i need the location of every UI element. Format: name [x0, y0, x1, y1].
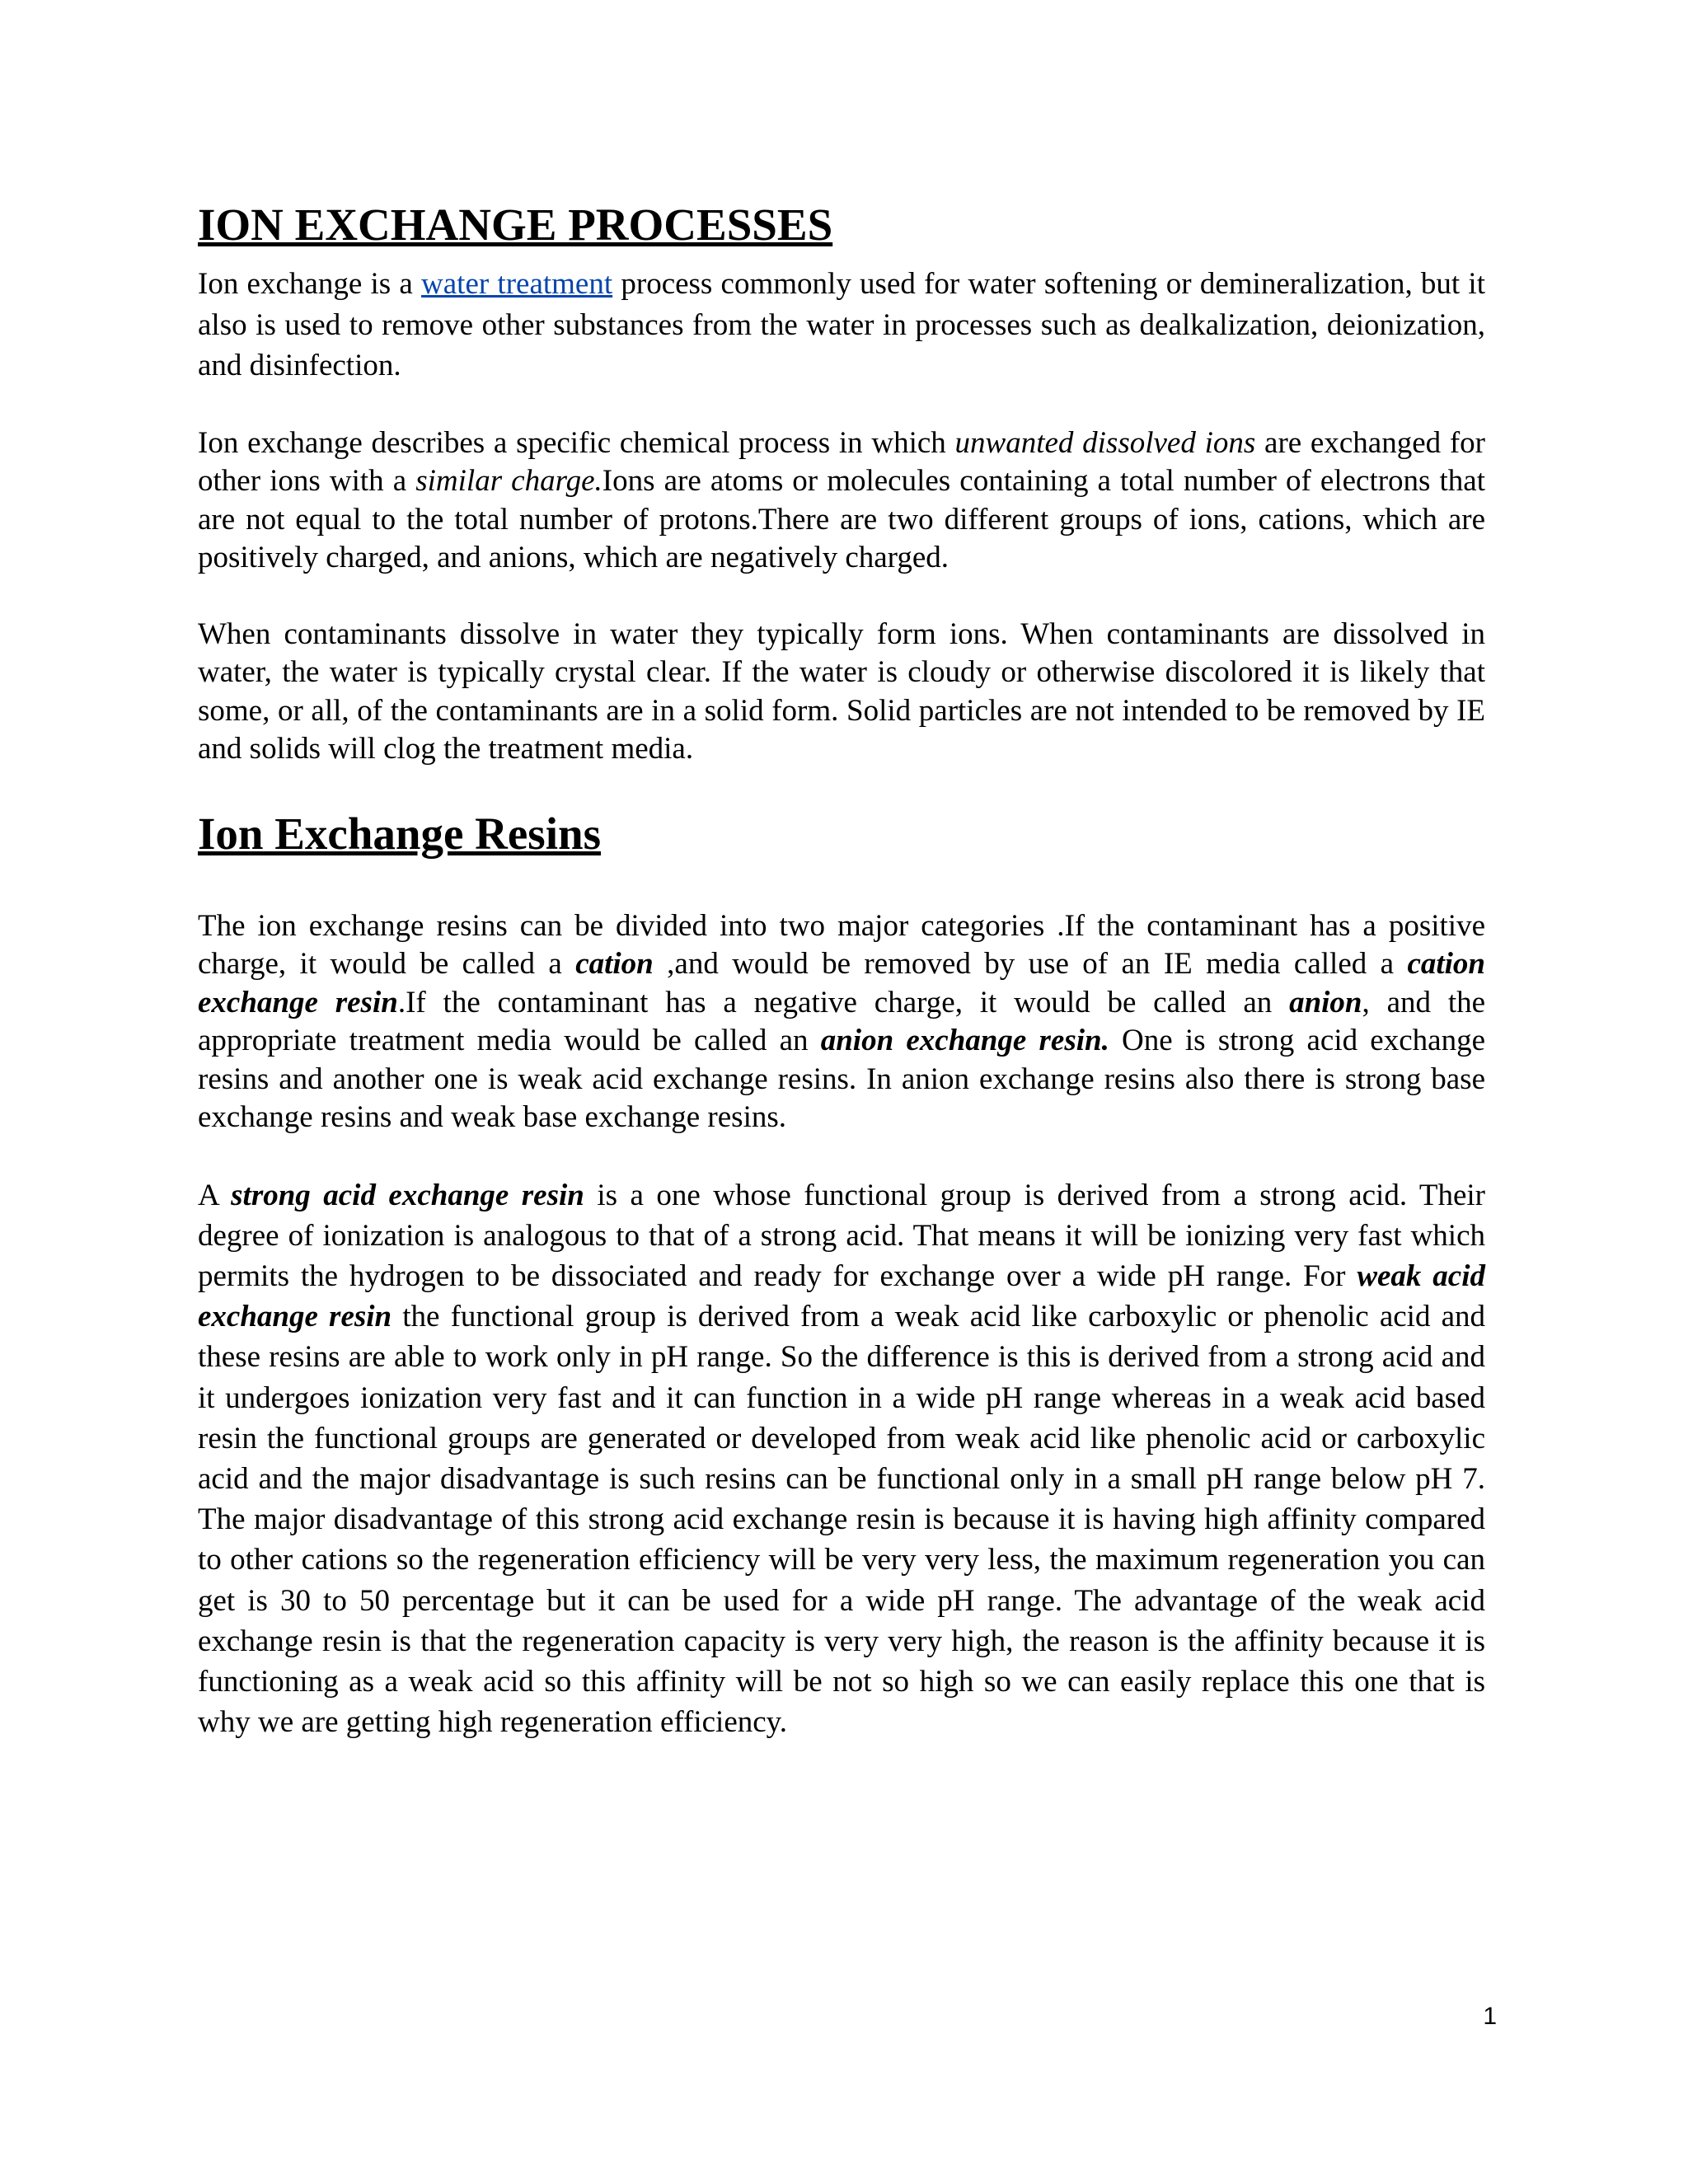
resins-term: anion exchange resin.: [820, 1024, 1109, 1057]
strong-weak-text: is a one whose functional group is derived from a strong acid. Their degree of ionization is analogous to that of a strong acid. That means it will be ionizing very fast which permits the hydrogen to be dissociated and ready for exchange over a wide pH range. For: [198, 1178, 1485, 1293]
strong-weak-paragraph: [198, 1175, 1485, 1743]
resins-term: anion: [1289, 985, 1362, 1019]
document-body: [198, 196, 1485, 1742]
page-number: 1: [1483, 2003, 1497, 2030]
section-heading-wrapper: [198, 805, 1485, 863]
resins-paragraph: [198, 907, 1485, 1137]
page-title: ION EXCHANGE PROCESSES: [198, 199, 833, 250]
section-heading: Ion Exchange Resins: [198, 808, 601, 859]
strong-weak-text: A: [198, 1178, 232, 1212]
contaminants-paragraph: When contaminants dissolve in water they typically form ions. When contaminants are dissolved in water, the water is typically crystal clear. If the water is cloudy or otherwise discolored it is likely that some, or all, of the contaminants are in a solid form. Solid particles are not intended to be removed by IE and solids will clog the treatment media.: [198, 616, 1485, 766]
definition-text: are exchanged for other ions with a: [198, 425, 1486, 498]
definition-emphasis: similar charge.: [415, 464, 603, 498]
resins-text: .If the contaminant has a negative charge, it would be called an: [397, 985, 1290, 1019]
strong-weak-text: the functional group is derived from a weak acid like carboxylic or phenolic acid and these resins are able to work only in pH range. So the difference is this is derived from a strong acid and it undergoes ionization very fast and it can function in a wide pH range whereas in a weak acid based resin the functional groups are generated or developed from weak acid like phenolic acid or carboxylic acid and the major disadvantage is such resins can be functional only in a small pH range below pH 7. The major disadvantage of this strong acid exchange resin is because it is having high affinity compared to other cations so the regeneration efficiency will be very very less, the maximum regeneration you can get is 30 to 50 percentage but it can be used for a wide pH range. The advantage of the weak acid exchange resin is that the regeneration capacity is very very high, the reason is the affinity because it is functioning as a weak acid so this affinity will be not so high so we can easily replace this one that is why we are getting high regeneration efficiency.: [198, 1300, 1486, 1740]
definition-paragraph: [198, 424, 1485, 578]
intro-text-start: Ion exchange is a: [198, 267, 422, 301]
intro-paragraph: [198, 264, 1485, 387]
water-treatment-link[interactable]: water treatment: [421, 267, 613, 301]
resins-term: cation exchange resin: [198, 947, 1485, 1019]
resins-text: One is strong acid exchange resins and another one is weak acid exchange resins. In anion exchange resins also there is strong base exchange resins and weak base exchange resins.: [198, 1024, 1486, 1134]
strong-weak-term: weak acid exchange resin: [198, 1258, 1485, 1334]
definition-text: Ions are atoms or molecules containing a total number of electrons that are not equal to the total number of protons.There are two different groups of ions, cations, which are positively charged, and anions, which are negatively charged.: [198, 464, 1486, 574]
definition-emphasis: unwanted dissolved ions: [954, 425, 1256, 460]
strong-weak-term: strong acid exchange resin: [231, 1178, 584, 1212]
resins-text: The ion exchange resins can be divided into two major categories .If the contaminant has a positive charge, it would be called a: [198, 908, 1485, 981]
intro-text-end: process commonly used for water softening or demineralization, but it also is used to remove other substances from the water in processes such as dealkalization, deionization, and disinfection.: [198, 267, 1485, 382]
resins-term: cation: [575, 947, 654, 981]
resins-text: ,and would be removed by use of an IE media called a: [653, 947, 1408, 981]
definition-text: Ion exchange describes a specific chemical process in which: [198, 425, 955, 460]
resins-text: , and the appropriate treatment media would be called an: [198, 985, 1486, 1057]
